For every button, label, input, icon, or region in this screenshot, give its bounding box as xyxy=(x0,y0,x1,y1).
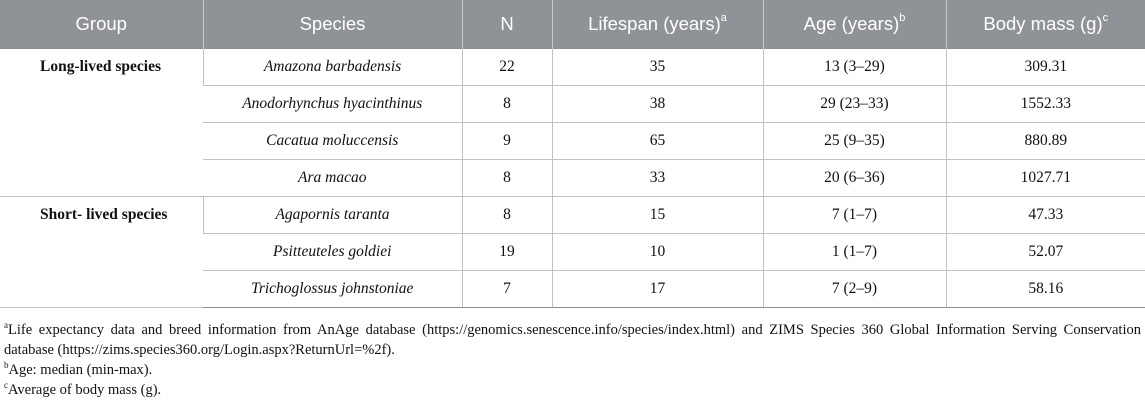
species-name: Agapornis taranta xyxy=(203,197,462,234)
species-name: Amazona barbadensis xyxy=(203,49,462,86)
footnote-a xyxy=(4,320,1141,360)
footnote-mark: a xyxy=(720,11,727,24)
age-value: 1 (1–7) xyxy=(763,234,946,271)
lifespan-value: 10 xyxy=(552,234,763,271)
body-mass-value: 58.16 xyxy=(946,271,1145,308)
lifespan-value: 65 xyxy=(552,123,763,160)
sample-size: 8 xyxy=(462,197,552,234)
species-name: Trichoglossus johnstoniae xyxy=(203,271,462,308)
table-row xyxy=(0,197,1145,234)
lifespan-value: 35 xyxy=(552,49,763,86)
header-lifespan: Lifespan (years)$^a$ xyxy=(552,0,763,49)
sample-size: 22 xyxy=(462,49,552,86)
group-label: Long-lived species xyxy=(0,49,203,197)
sample-size: 19 xyxy=(462,234,552,271)
footnote-mark: b xyxy=(4,360,9,371)
lifespan-value: 15 xyxy=(552,197,763,234)
body-mass-value: 52.07 xyxy=(946,234,1145,271)
lifespan-value: 17 xyxy=(552,271,763,308)
age-value: 13 (3–29) xyxy=(763,49,946,86)
footnote-mark: c xyxy=(4,380,8,391)
sample-size: 9 xyxy=(462,123,552,160)
species-name: Ara macao xyxy=(203,160,462,197)
header-row xyxy=(0,0,1145,49)
body-mass-value: 880.89 xyxy=(946,123,1145,160)
body-mass-value: 47.33 xyxy=(946,197,1145,234)
species-name: Psitteuteles goldiei xyxy=(203,234,462,271)
species-name: Cacatua moluccensis xyxy=(203,123,462,160)
sample-size: 8 xyxy=(462,86,552,123)
sample-size: 7 xyxy=(462,271,552,308)
header-age: Age (years)$^b$ xyxy=(763,0,946,49)
age-value: 7 (2–9) xyxy=(763,271,946,308)
footnote-c xyxy=(4,380,1141,400)
footnote-text: Life expectancy data and breed information from AnAge database (https://genomics.senescence.info/species/index.html) and ZIMS Species 360 Global Information Serving Conservation database (https://zims.species360.org/Login.aspx?ReturnUrl=%2f). xyxy=(4,322,1141,358)
age-value: 7 (1–7) xyxy=(763,197,946,234)
table-row xyxy=(0,49,1145,86)
age-value: 20 (6–36) xyxy=(763,160,946,197)
lifespan-value: 33 xyxy=(552,160,763,197)
body-mass-value: 309.31 xyxy=(946,49,1145,86)
age-value: 29 (23–33) xyxy=(763,86,946,123)
table-footnotes xyxy=(4,320,1141,400)
lifespan-value: 38 xyxy=(552,86,763,123)
header-body-mass: Body mass $(g)^c$ xyxy=(946,0,1145,49)
body-mass-value: 1552.33 xyxy=(946,86,1145,123)
footnote-b xyxy=(4,360,1141,380)
footnote-mark: c xyxy=(1102,11,1109,24)
age-value: 25 (9–35) xyxy=(763,123,946,160)
species-name: Anodorhynchus hyacinthinus xyxy=(203,86,462,123)
footnote-mark: a xyxy=(4,320,8,331)
body-mass-value: 1027.71 xyxy=(946,160,1145,197)
header-group: Group xyxy=(0,0,203,49)
group-label: Short- lived species xyxy=(0,197,203,308)
footnote-mark: b xyxy=(899,11,906,24)
header-n: N xyxy=(462,0,552,49)
header-species: Species xyxy=(203,0,462,49)
footnote-text: Age: median (min-max). xyxy=(8,362,153,378)
sample-size: 8 xyxy=(462,160,552,197)
footnote-text: Average of body mass (g). xyxy=(8,382,162,398)
